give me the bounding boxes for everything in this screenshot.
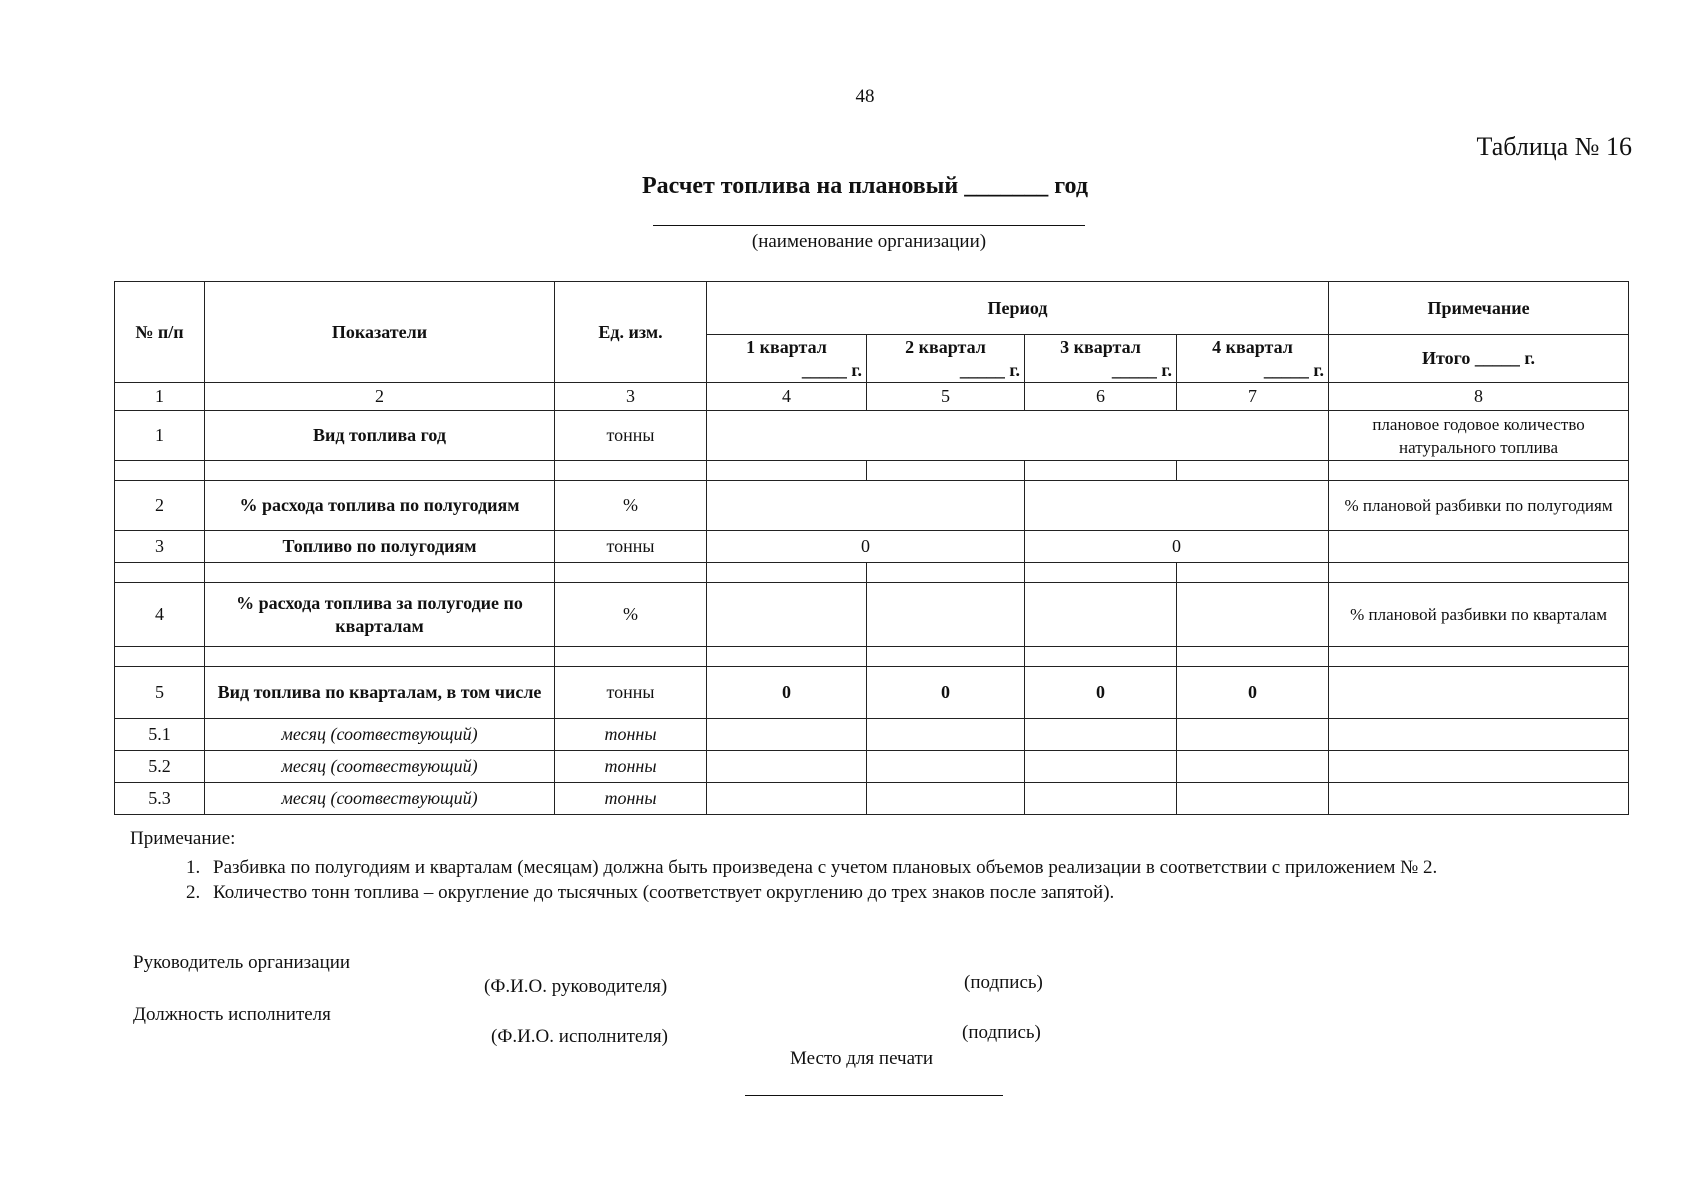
row-3-note [1329,531,1629,563]
row-2-note: % плановой разбивки по полугодиям [1329,481,1629,531]
row-4-note: % плановой разбивки по кварталам [1329,583,1629,647]
row-4-name: % расхода топлива за полугодие по кварталам [205,583,555,647]
row-5-1-num: 5.1 [115,719,205,751]
row-5-2 [115,751,1629,783]
row-3-num: 3 [115,531,205,563]
row-2 [115,481,1629,531]
stamp-line [745,1095,1003,1096]
header-q3 [1025,335,1177,383]
row-2-unit: % [555,481,707,531]
row-2-name: % расхода топлива по полугодиям [205,481,555,531]
row-1-num: 1 [115,411,205,461]
row-3-half-1: 0 [707,531,1025,563]
column-number: 5 [867,383,1025,411]
table-label: Таблица № 16 [1476,132,1632,161]
document-title: Расчет топлива на плановый _______ год [642,173,1088,199]
row-3-half-2: 0 [1025,531,1329,563]
row-2-half-2 [1025,481,1329,531]
column-number: 4 [707,383,867,411]
row-5-unit: тонны [555,667,707,719]
header-q4 [1177,335,1329,383]
column-number: 3 [555,383,707,411]
row-1-period [707,411,1329,461]
header-q2-year: _____ г. [959,359,1020,380]
row-5-name: Вид топлива по кварталам, в том числе [205,667,555,719]
row-5-note [1329,667,1629,719]
row-4-unit: % [555,583,707,647]
spacer-row [115,461,1629,481]
row-3-name: Топливо по полугодиям [205,531,555,563]
note-item: 1. Разбивка по полугодиям и кварталам (месяцам) должна быть произведена с учетом плановых объемов реализации в соответствии с приложением № 2. [205,855,1630,880]
header-q4-year: _____ г. [1263,359,1325,380]
column-number: 7 [1177,383,1329,411]
row-5-2-num: 5.2 [115,751,205,783]
row-5-3 [115,783,1629,815]
row-5-q1: 0 [707,667,867,719]
row-5-q3: 0 [1025,667,1177,719]
notes-section [130,826,1630,905]
row-2-num: 2 [115,481,205,531]
column-number: 8 [1329,383,1629,411]
organization-line [653,225,1085,226]
row-3-unit: тонны [555,531,707,563]
row-5-1-unit: тонны [555,719,707,751]
header-q3-label: 3 квартал [1060,336,1141,357]
header-q3-year: _____ г. [1111,359,1172,380]
notes-list [130,855,1630,905]
header-note: Примечание [1329,282,1629,335]
row-5-num: 5 [115,667,205,719]
row-5-q2: 0 [867,667,1025,719]
header-total: Итого _____ г. [1329,335,1629,383]
header-unit: Ед. изм. [555,282,707,383]
head-name-caption: (Ф.И.О. руководителя) [484,976,668,997]
head-label: Руководитель организации [133,952,351,973]
header-q1-year: _____ г. [801,359,862,380]
row-4 [115,583,1629,647]
row-1 [115,411,1629,461]
notes-heading: Примечание: [130,828,236,849]
row-1-note: плановое годовое количество натурального топлива [1329,411,1629,461]
header-num: № п/п [115,282,205,383]
row-1-name: Вид топлива год [205,411,555,461]
column-number: 2 [205,383,555,411]
spacer-row [115,563,1629,583]
row-2-half-1 [707,481,1025,531]
executor-name-caption: (Ф.И.О. исполнителя) [491,1026,668,1047]
row-5-q4: 0 [1177,667,1329,719]
header-period: Период [707,282,1329,335]
head-signature-caption: (подпись) [964,972,1043,993]
column-number: 1 [115,383,205,411]
header-q1-label: 1 квартал [746,336,827,357]
executor-label: Должность исполнителя [133,1004,331,1025]
row-4-num: 4 [115,583,205,647]
header-q2 [867,335,1025,383]
column-number: 6 [1025,383,1177,411]
header-q1 [707,335,867,383]
header-q2-label: 2 квартал [905,336,986,357]
note-item: 2. Количество тонн топлива – округление до тысячных (соответствует округлению до трех знаков после запятой). [205,880,1630,905]
organization-caption: (наименование организации) [751,231,987,252]
row-5-3-num: 5.3 [115,783,205,815]
spacer-row [115,647,1629,667]
row-5-2-name: месяц (соотвествующий) [205,751,555,783]
row-5-3-unit: тонны [555,783,707,815]
stamp-place-caption: Место для печати [790,1048,934,1069]
row-5 [115,667,1629,719]
row-1-unit: тонны [555,411,707,461]
row-5-1 [115,719,1629,751]
row-5-2-unit: тонны [555,751,707,783]
row-5-3-name: месяц (соотвествующий) [205,783,555,815]
row-3 [115,531,1629,563]
executor-signature-caption: (подпись) [962,1022,1041,1043]
header-q4-label: 4 квартал [1212,336,1293,357]
column-number-row [115,383,1629,411]
page-number: 48 [855,86,875,107]
fuel-calculation-table [114,281,1629,815]
row-5-1-name: месяц (соотвествующий) [205,719,555,751]
header-indicators: Показатели [205,282,555,383]
